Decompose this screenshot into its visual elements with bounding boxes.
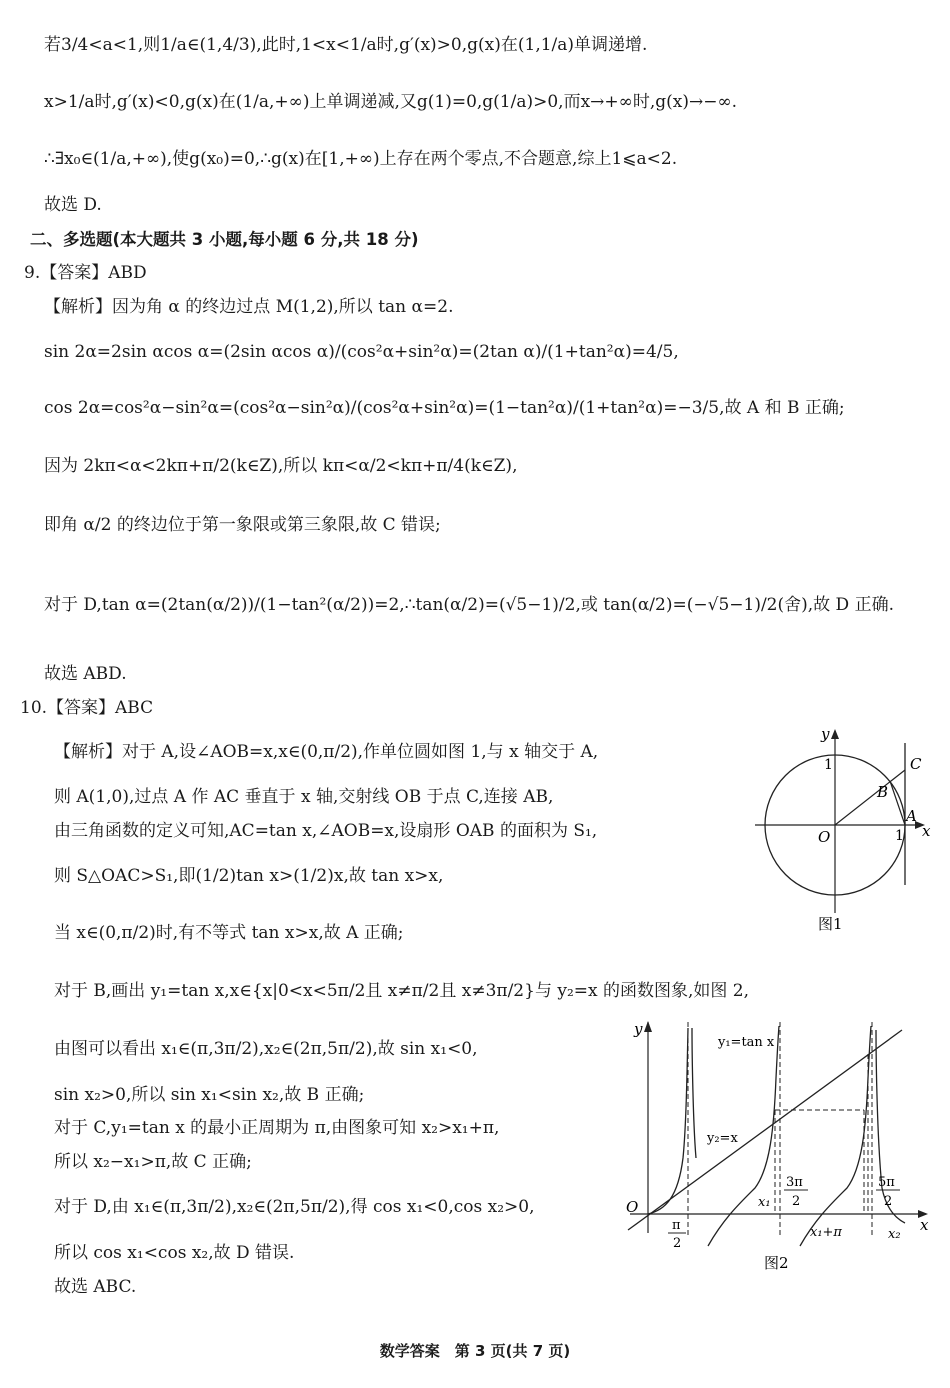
fig2-label-x: x — [920, 1216, 929, 1234]
fig1-label-c: C — [910, 755, 922, 773]
fig2-tick-pi-2-num: π — [672, 1218, 681, 1233]
q10-line-4: 则 S△OAC>S₁,即(1/2)tan x>(1/2)x,故 tan x>x, — [54, 866, 444, 886]
figure-1-unit-circle — [755, 725, 945, 940]
q10-line-7: 由图可以看出 x₁∈(π,3π/2),x₂∈(2π,5π/2),故 sin x₁<0, — [54, 1039, 478, 1059]
q9-line-6: 对于 D,tan α=(2tan(α/2))/(1−tan²(α/2))=2,∴tan(α/2)=(√5−1)/2,或 tan(α/2)=(−√5−1)/2(舍),故 D 正确. — [44, 595, 894, 615]
q9-line-5: 即角 α/2 的终边位于第一象限或第三象限,故 C 错误; — [44, 515, 441, 535]
q10-line-11: 对于 D,由 x₁∈(π,3π/2),x₂∈(2π,5π/2),得 cos x₁<0,cos x₂>0, — [54, 1197, 535, 1217]
fig2-label-o: O — [626, 1198, 639, 1216]
fig2-caption: 图2 — [764, 1254, 789, 1272]
prev-line-1 — [44, 34, 814, 56]
q9-line-4: 因为 2kπ<α<2kπ+π/2(k∈Z),所以 kπ<α/2<kπ+π/4(k∈Z), — [44, 456, 518, 476]
fig1-label-one-y: 1 — [824, 757, 833, 773]
fig2-y-arrow — [644, 1021, 652, 1032]
fig2-tan-branch-3 — [800, 1026, 871, 1246]
q10-line-1: 【解析】对于 A,设∠AOB=x,x∈(0,π/2),作单位圆如图 1,与 x 轴交于 A, — [54, 742, 599, 762]
q10-line-2: 则 A(1,0),过点 A 作 AC 垂直于 x 轴,交射线 OB 于点 C,连接 AB, — [54, 787, 554, 807]
fig1-label-one-x: 1 — [895, 828, 904, 844]
q9-line-1: 【解析】因为角 α 的终边过点 M(1,2),所以 tan α=2. — [44, 297, 454, 317]
fig2-tan-branch-1b — [692, 1028, 696, 1158]
q9-answer: 9.【答案】ABD — [24, 263, 147, 283]
q10-line-6: 对于 B,画出 y₁=tan x,x∈{x|0<x<5π/2且 x≠π/2且 x≠3π/2}与 y₂=x 的函数图象,如图 2, — [54, 981, 750, 1001]
q10-line-5: 当 x∈(0,π/2)时,有不等式 tan x>x,故 A 正确; — [54, 923, 404, 943]
q10-line-8: sin x₂>0,所以 sin x₁<sin x₂,故 B 正确; — [54, 1085, 365, 1105]
fig2-tick-pi-2-den: 2 — [673, 1236, 682, 1251]
q10-conclusion: 故选 ABC. — [54, 1277, 137, 1297]
fig2-tick-5pi-2-num: 5π — [878, 1175, 895, 1190]
fig2-label-y: y — [634, 1020, 643, 1038]
fig2-label-x1pi: x₁+π — [810, 1225, 842, 1240]
prev-line-1-text: 若3/4<a<1,则1/a∈(1,4/3),此时,1<x<1/a时,g′(x)>0,g(x)在(1,1/a)单调递增. — [44, 35, 648, 55]
q10-line-12: 所以 cos x₁<cos x₂,故 D 错误. — [54, 1243, 295, 1263]
fig2-label-x2: x₂ — [888, 1227, 901, 1242]
fig2-tick-5pi-2 — [876, 1175, 900, 1209]
q10-line-9: 对于 C,y₁=tan x 的最小正周期为 π,由图象可知 x₂>x₁+π, — [54, 1118, 500, 1138]
page-footer: 数学答案 第 3 页(共 7 页) — [379, 1342, 571, 1360]
fig2-label-x1: x₁ — [758, 1195, 771, 1210]
prev-line-3-text: ∴∃x₀∈(1/a,+∞),使g(x₀)=0,∴g(x)在[1,+∞)上存在两个零点,不合题意,综上1⩽a<2. — [44, 149, 678, 169]
fig1-caption: 图1 — [818, 915, 843, 933]
q10-line-10: 所以 x₂−x₁>π,故 C 正确; — [54, 1152, 252, 1172]
fig2-tick-pi-2 — [668, 1218, 686, 1251]
section-title: 二、多选题(本大题共 3 小题,每小题 6 分,共 18 分) — [30, 230, 419, 249]
fig2-tick-5pi-2-den: 2 — [884, 1194, 893, 1209]
q10-line-3: 由三角函数的定义可知,AC=tan x,∠AOB=x,设扇形 OAB 的面积为 S₁, — [54, 821, 598, 841]
q9-line-3: cos 2α=cos²α−sin²α=(cos²α−sin²α)/(cos²α+sin²α)=(1−tan²α)/(1+tan²α)=−3/5,故 A 和 B 正确; — [44, 398, 845, 418]
fig1-label-o: O — [818, 828, 831, 846]
q10-answer: 10.【答案】ABC — [20, 698, 154, 718]
prev-conclusion: 故选 D. — [44, 195, 102, 215]
fig1-label-x: x — [922, 822, 931, 840]
prev-line-3 — [44, 148, 677, 170]
fig2-tick-3pi-2 — [784, 1175, 808, 1209]
fig1-label-a: A — [906, 807, 917, 825]
prev-line-2-text: x>1/a时,g′(x)<0,g(x)在(1/a,+∞)上单调递减,又g(1)=0,g(1/a)>0,而x→+∞时,g(x)→−∞. — [44, 92, 738, 112]
fig1-ray-oc — [835, 770, 905, 825]
fig2-tick-3pi-2-num: 3π — [786, 1175, 803, 1190]
q9-line-2: sin 2α=2sin αcos α=(2sin αcos α)/(cos²α+sin²α)=(2tan α)/(1+tan²α)=4/5, — [44, 342, 679, 362]
fig2-tick-3pi-2-den: 2 — [792, 1194, 801, 1209]
fig2-label-y2: y₂=x — [707, 1131, 738, 1146]
figure-2-tan-graph — [620, 1018, 945, 1280]
prev-line-2 — [44, 91, 737, 113]
fig1-label-b: B — [877, 783, 889, 801]
fig2-tan-branch-1 — [648, 1028, 688, 1214]
fig2-label-tan: y₁=tan x — [718, 1035, 775, 1050]
fig1-y-arrow — [831, 729, 839, 739]
fig1-label-y: y — [821, 725, 830, 743]
q9-conclusion: 故选 ABD. — [44, 664, 127, 684]
fig1-chord-ab — [890, 781, 905, 825]
